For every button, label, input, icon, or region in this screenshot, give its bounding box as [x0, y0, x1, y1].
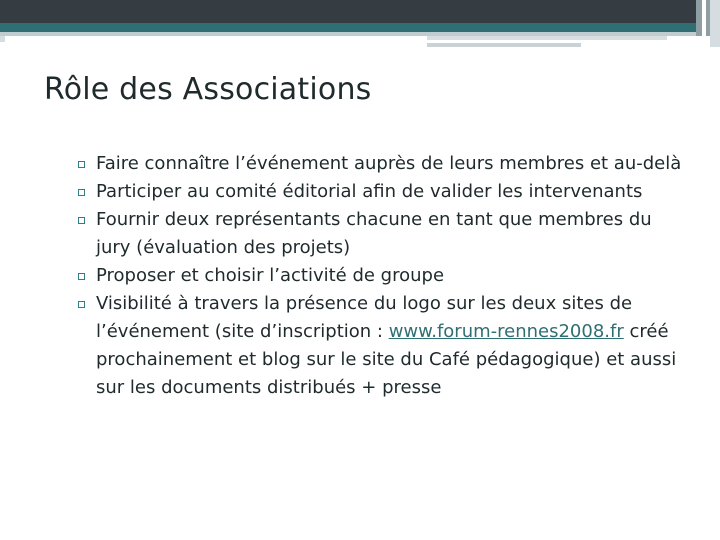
- header-accent-block-secondary: [427, 43, 581, 47]
- bullet-item: [75, 178, 685, 206]
- square-bullet-icon: [78, 273, 85, 280]
- square-bullet-icon: [78, 189, 85, 196]
- square-bullet-icon: [78, 161, 85, 168]
- bullet-item: [75, 290, 685, 402]
- header-corner-stripe-2: [706, 0, 710, 36]
- bullet-text: Proposer et choisir l’activité de groupe: [96, 265, 445, 286]
- slide-title: Rôle des Associations: [44, 72, 372, 107]
- header-accent-block: [427, 36, 667, 40]
- header-right-edge: [710, 0, 720, 47]
- bullet-item: [75, 262, 685, 290]
- bullet-text: Participer au comité éditorial afin de valider les intervenants: [96, 181, 643, 202]
- header-dark-bar: [0, 0, 720, 23]
- header-teal-bar: [0, 23, 720, 32]
- square-bullet-icon: [78, 301, 85, 308]
- bullet-text: Fournir deux représentants chacune en tant que membres du jury (évaluation des projets): [96, 209, 652, 258]
- bullet-text-after-link: créé prochainement et blog sur le site du Café pédagogique) et aussi sur les documents distribués + presse: [96, 321, 677, 398]
- slide-content: [75, 150, 685, 402]
- bullet-item: [75, 206, 685, 262]
- bullet-text-before-link: Visibilité à travers la présence du logo sur les deux sites de l’événement (site d’inscription :: [96, 293, 633, 342]
- forum-website-link[interactable]: www.forum-rennes2008.fr: [388, 321, 624, 342]
- bullet-list: [75, 150, 685, 402]
- bullet-text: Faire connaître l’événement auprès de leurs membres et au-delà: [96, 153, 682, 174]
- bullet-item: [75, 150, 685, 178]
- header-left-tab: [0, 36, 5, 42]
- square-bullet-icon: [78, 217, 85, 224]
